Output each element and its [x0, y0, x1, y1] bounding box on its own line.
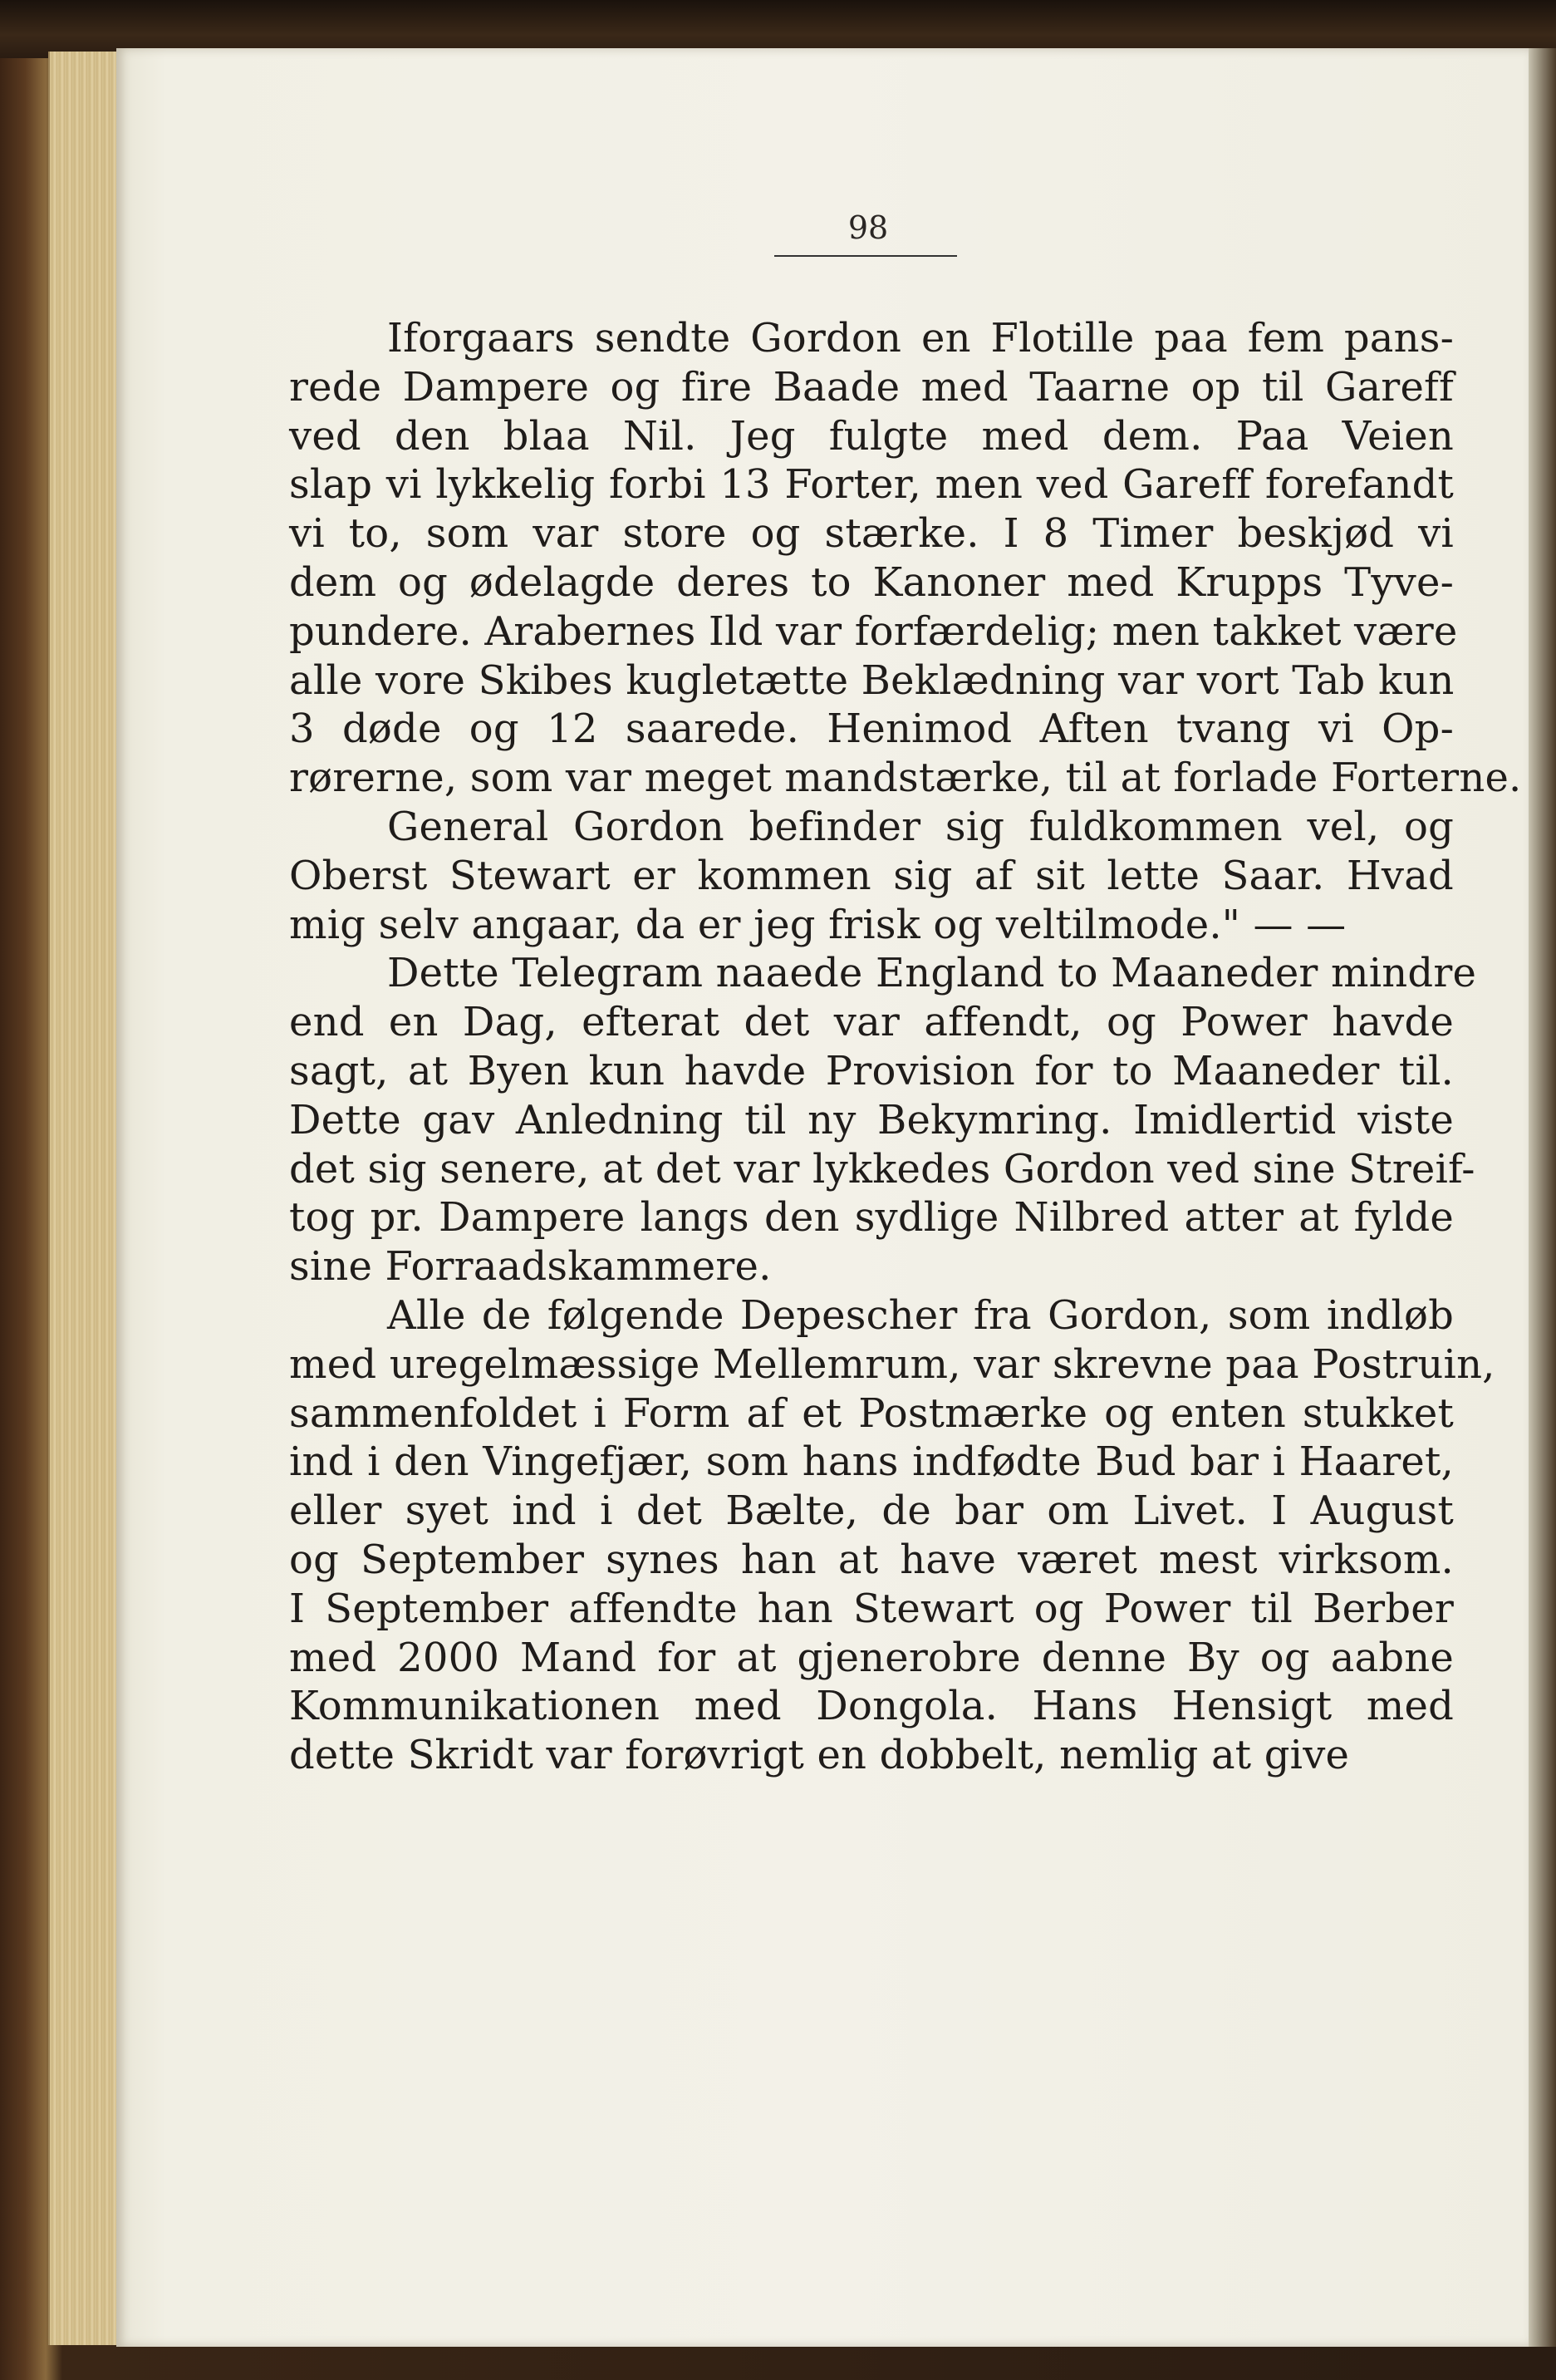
paragraph — [289, 803, 1454, 949]
text-line: slap vi lykkelig forbi 13 Forter, men ved Gareff forefandt — [289, 461, 1454, 509]
text-line: eller syet ind i det Bælte, de bar om Livet. I August — [289, 1488, 1454, 1535]
text-line: sine Forraadskammere. — [289, 1243, 772, 1291]
text-line: Kommunikationen med Dongola. Hans Hensigt med — [289, 1683, 1454, 1730]
body-text — [289, 314, 1522, 1780]
page-right-shadow — [1529, 48, 1556, 2347]
text-line: Dette gav Anledning til ny Bekymring. Imidlertid viste — [289, 1096, 1454, 1143]
text-line: 3 døde og 12 saarede. Henimod Aften tvang vi Op- — [289, 706, 1454, 753]
text-line: dette Skridt var forøvrigt en dobbelt, nemlig at give — [289, 1732, 1350, 1779]
paragraph — [289, 314, 1522, 803]
text-line: rørerne, som var meget mandstærke, til at forlade Forterne. — [289, 755, 1522, 802]
text-line: ved den blaa Nil. Jeg fulgte med dem. Paa Veien — [289, 412, 1454, 460]
text-line: alle vore Skibes kugletætte Beklædning var vort Tab kun — [289, 656, 1455, 704]
text-line: rede Dampere og fire Baade med Taarne op til Gareff — [289, 363, 1454, 411]
text-line: mig selv angaar, da er jeg frisk og veltilmode." — — — [289, 901, 1347, 948]
text-line: det sig senere, at det var lykkedes Gordon ved sine Streif- — [289, 1145, 1475, 1192]
paragraph — [289, 949, 1477, 1291]
text-line: Alle de følgende Depescher fra Gordon, som indløb — [387, 1291, 1454, 1339]
text-line: og September synes han at have været mest virksom. — [289, 1536, 1454, 1583]
text-line: Dette Telegram naaede England to Maaneder mindre — [387, 950, 1477, 997]
text-line: sammenfoldet i Form af et Postmærke og enten stukket — [289, 1389, 1454, 1437]
text-line: med uregelmæssige Mellemrum, var skrevne paa Postruin, — [289, 1340, 1495, 1388]
text-line: dem og ødelagde deres to Kanoner med Krupps Tyve- — [289, 558, 1454, 606]
text-line: vi to, som var store og stærke. I 8 Timer beskjød vi — [289, 510, 1454, 558]
text-line: General Gordon befinder sig fuldkommen vel, og — [387, 803, 1454, 850]
text-line: sagt, at Byen kun havde Provision for to Maaneder til. — [289, 1047, 1454, 1094]
text-line: med 2000 Mand for at gjenerobre denne By og aabne — [289, 1634, 1454, 1681]
text-line: pundere. Arabernes Ild var forfærdelig; men takket være — [289, 607, 1458, 655]
text-line: tog pr. Dampere langs den sydlige Nilbred atter at fylde — [289, 1194, 1454, 1242]
text-line: Iforgaars sendte Gordon en Flotille paa fem pans- — [387, 315, 1454, 361]
text-line: end en Dag, efterat det var affendt, og Power havde — [289, 999, 1454, 1046]
page-number: 98 — [847, 209, 889, 246]
text-line: Oberst Stewart er kommen sig af sit lette Saar. Hvad — [289, 852, 1454, 899]
paragraph — [289, 1291, 1495, 1780]
page-number-rule — [774, 255, 957, 257]
text-line: I September affendte han Stewart og Power til Berber — [289, 1585, 1454, 1632]
text-line: ind i den Vingefjær, som hans indfødte Bud bar i Haaret, — [289, 1438, 1454, 1486]
